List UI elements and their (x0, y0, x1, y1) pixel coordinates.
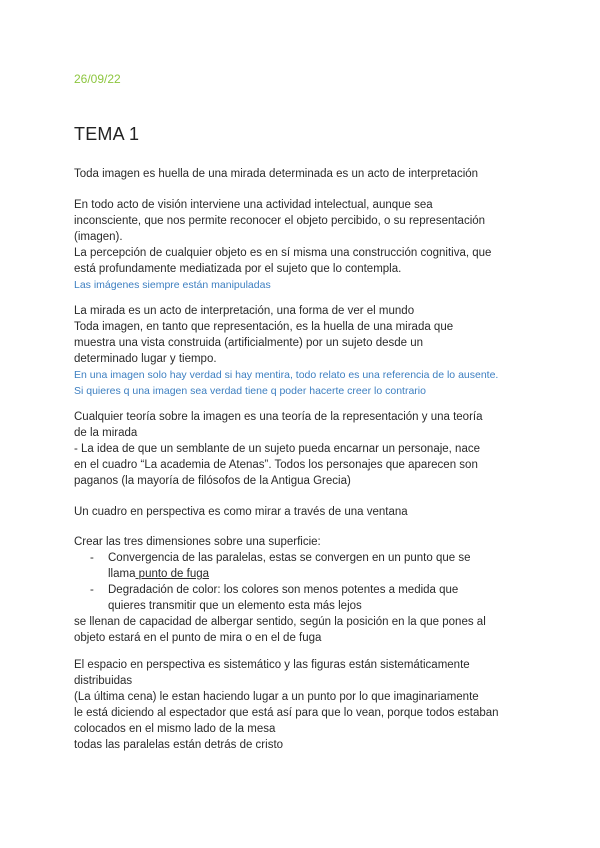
text-line: En todo acto de visión interviene una actividad intelectual, aunque sea (74, 199, 433, 211)
annotation-note: Si quieres q una imagen sea verdad tiene q poder hacerte creer lo contrario (74, 385, 426, 397)
list-item (74, 582, 536, 614)
text-line: Crear las tres dimensiones sobre una superficie: (74, 536, 321, 548)
bullet-list (74, 550, 536, 614)
list-item (74, 550, 536, 582)
text-line: distribuidas (74, 675, 133, 687)
text-line: (imagen). (74, 231, 123, 243)
text-line: Convergencia de las paralelas, estas se convergen en un punto que se (108, 552, 471, 564)
text-line: inconsciente, que nos permite reconocer el objeto percibido, o su representación (74, 215, 486, 227)
paragraph-5 (74, 504, 536, 520)
text-line: le está diciendo al espectador que está así para que lo vean, porque todos estaban (74, 707, 499, 719)
underlined-term: punto de fuga (135, 568, 210, 580)
text-line: Degradación de color: los colores son menos potentes a medida que (108, 584, 459, 596)
paragraph-3 (74, 303, 536, 399)
text-line: está profundamente mediatizada por el sujeto que lo contempla. (74, 263, 402, 275)
text-line: determinado lugar y tiempo. (74, 353, 217, 365)
document-date: 26/09/22 (74, 72, 121, 86)
text-line: (La última cena) le estan haciendo lugar a un punto por lo que imaginariamente (74, 691, 479, 703)
text-line: se llenan de capacidad de albergar sentido, según la posición en la que pones al (74, 616, 486, 628)
dash-bullet: - (90, 552, 94, 564)
document-title: TEMA 1 (74, 124, 140, 144)
text-line: muestra una vista construida (artificialmente) por un sujeto desde un (74, 337, 424, 349)
text-line: colocados en el mismo lado de la mesa (74, 723, 276, 735)
annotation-note: En una imagen solo hay verdad si hay mentira, todo relato es una referencia de lo ausente. (74, 369, 499, 381)
paragraph-4 (74, 409, 536, 489)
paragraph-6 (74, 534, 536, 646)
dash-bullet: - (90, 584, 94, 596)
text-line: Un cuadro en perspectiva es como mirar a través de una ventana (74, 506, 408, 518)
text-line: Cualquier teoría sobre la imagen es una teoría de la representación y una teoría (74, 411, 483, 423)
text-line: objeto estará en el punto de mira o en el de fuga (74, 632, 322, 644)
text-line: todas las paralelas están detrás de cristo (74, 739, 284, 751)
text-line: La mirada es un acto de interpretación, una forma de ver el mundo (74, 305, 415, 317)
paragraph-2 (74, 197, 536, 293)
text-line (108, 566, 536, 582)
text-line: paganos (la mayoría de filósofos de la Antigua Grecia) (74, 475, 351, 487)
text-line: Toda imagen, en tanto que representación, es la huella de una mirada que (74, 321, 454, 333)
paragraph-7 (74, 657, 536, 753)
text-line: Toda imagen es huella de una mirada determinada es un acto de interpretación (74, 168, 479, 180)
annotation-note: Las imágenes siempre están manipuladas (74, 279, 271, 291)
text-line: quieres transmitir que un elemento esta más lejos (108, 600, 362, 612)
text-line: La percepción de cualquier objeto es en sí misma una construcción cognitiva, que (74, 247, 492, 259)
paragraph-1 (74, 166, 536, 182)
text-line: en el cuadro “La academia de Atenas”. Todos los personajes que aparecen son (74, 459, 478, 471)
text-line: El espacio en perspectiva es sistemático y las figuras están sistemáticamente (74, 659, 470, 671)
text-fragment: llama (108, 568, 136, 580)
text-line: de la mirada (74, 427, 138, 439)
text-line: - La idea de que un semblante de un sujeto pueda encarnar un personaje, nace (74, 443, 480, 455)
